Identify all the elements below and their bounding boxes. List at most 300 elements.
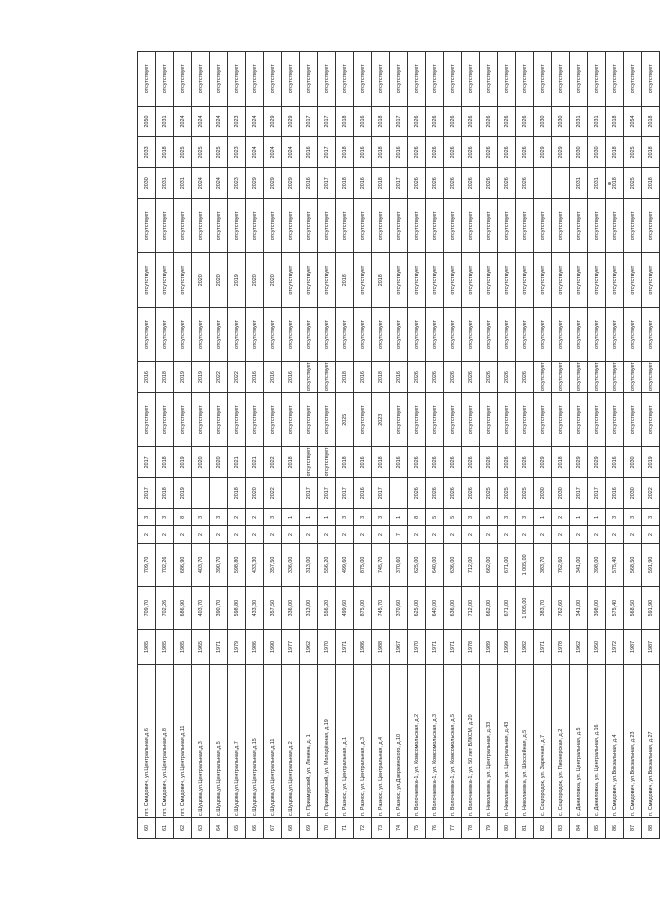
cell-repair-gas: отсутствует (444, 307, 462, 361)
cell-repair-foundation: отсутствует (228, 393, 246, 447)
cell-repair-electric: 2019 (228, 253, 246, 307)
cell-repair-other: отсутствует (264, 52, 282, 107)
cell-repair-sewage-year: 2026 (498, 137, 516, 168)
cell-row-number: 69 (300, 818, 318, 839)
cell-repair-other: отсутствует (426, 52, 444, 107)
cell-repair-hot-water-year: 2030 (534, 106, 552, 137)
cell-area-living: 1 005,00 (516, 543, 534, 586)
table-row (390, 52, 408, 839)
cell-repair-hot-water-year: 2018 (336, 106, 354, 137)
cell-build-year: 1977 (282, 630, 300, 665)
cell-floors: 2 (498, 526, 516, 543)
cell-row-number: 67 (264, 818, 282, 839)
cell-area-living: 686,90 (174, 543, 192, 586)
cell-repair-water-year: 2026 (426, 168, 444, 199)
cell-repair-hot-water-year: 2018 (606, 106, 624, 137)
cell-area-living: 499,60 (336, 543, 354, 586)
cell-repair-roof-year: 2026 (444, 478, 462, 509)
cell-repair-gas: отсутствует (228, 307, 246, 361)
cell-address: п. Приамурский, ул. Молодёжная, д.19 (318, 664, 336, 817)
cell-area-total: 568,50 (624, 587, 642, 630)
cell-build-year: 1978 (552, 630, 570, 665)
cell-row-number: 62 (174, 818, 192, 839)
cell-repair-facade-year: 2018 (372, 447, 390, 478)
cell-repair-electric: 2020 (210, 253, 228, 307)
cell-repair-water-year: 2026 (408, 168, 426, 199)
table-row (624, 52, 642, 839)
cell-floors: 2 (300, 526, 318, 543)
cell-area-total: 875,00 (354, 587, 372, 630)
cell-repair-electric: отсутствует (642, 253, 660, 307)
cell-repair-water-year: 2025 (624, 168, 642, 199)
cell-repair-sewage-year: 2024 (282, 137, 300, 168)
cell-repair-water-year: 2031 (174, 168, 192, 199)
cell-area-living: 712,00 (462, 543, 480, 586)
cell-repair-lift: отсутствует (354, 199, 372, 253)
cell-row-number: 78 (462, 818, 480, 839)
cell-row-number: 83 (552, 818, 570, 839)
cell-row-number: 65 (228, 818, 246, 839)
cell-repair-other: отсутствует (588, 52, 606, 107)
cell-address: п. Смидович, ул.Вокзальная, д.4 (606, 664, 624, 817)
cell-entrances: 3 (210, 509, 228, 526)
cell-area-total: 598,80 (228, 587, 246, 630)
cell-area-total: 671,00 (498, 587, 516, 630)
cell-repair-foundation: отсутствует (408, 393, 426, 447)
cell-floors: 2 (516, 526, 534, 543)
cell-area-living: 313,00 (300, 543, 318, 586)
cell-repair-other: отсутствует (642, 52, 660, 107)
cell-repair-water-year: 2017 (390, 168, 408, 199)
cell-repair-water-year: 2018 (336, 168, 354, 199)
cell-repair-roof-year: 2017 (588, 478, 606, 509)
cell-repair-roof-year: 2030 (534, 478, 552, 509)
table-row (138, 52, 156, 839)
cell-entrances: 3 (354, 509, 372, 526)
cell-repair-gas: отсутствует (174, 307, 192, 361)
cell-repair-electric: отсутствует (282, 253, 300, 307)
cell-repair-electric: отсутствует (570, 253, 588, 307)
cell-repair-roof-year: 2026 (408, 478, 426, 509)
cell-repair-foundation: отсутствует (156, 393, 174, 447)
cell-area-living: 403,70 (192, 543, 210, 586)
cell-floors: 2 (336, 526, 354, 543)
cell-repair-water-year: 2026 (516, 168, 534, 199)
cell-repair-lift: отсутствует (300, 199, 318, 253)
cell-repair-roof-year: 2026 (426, 478, 444, 509)
cell-repair-lift: отсутствует (426, 199, 444, 253)
cell-repair-facade-year: 2016 (606, 447, 624, 478)
cell-area-living: 662,00 (480, 543, 498, 586)
cell-build-year: 1986 (246, 630, 264, 665)
cell-repair-facade-year: 2018 (336, 447, 354, 478)
cell-repair-other: отсутствует (624, 52, 642, 107)
cell-entrances: 2 (228, 509, 246, 526)
cell-row-number: 63 (192, 818, 210, 839)
cell-address: с.Шуцова,ул.Центральная,д.2 (282, 664, 300, 817)
cell-repair-sewage-year: 2026 (516, 137, 534, 168)
cell-repair-electric: отсутствует (498, 253, 516, 307)
cell-address: с. Даниловка, ул. Центральная, д.5 (570, 664, 588, 817)
cell-area-living: 398,00 (588, 543, 606, 586)
cell-repair-sewage-year: 2017 (318, 137, 336, 168)
cell-repair-gas: отсутствует (480, 307, 498, 361)
cell-repair-electric: отсутствует (174, 253, 192, 307)
cell-repair-other: отсутствует (606, 52, 624, 107)
table-row (516, 52, 534, 839)
cell-repair-electric: отсутствует (516, 253, 534, 307)
cell-repair-other: отсутствует (354, 52, 372, 107)
cell-repair-facade-year: 2020 (210, 447, 228, 478)
cell-build-year: 1989 (480, 630, 498, 665)
cell-repair-lift: отсутствует (318, 199, 336, 253)
cell-repair-water-year: 2026 (462, 168, 480, 199)
cell-repair-foundation: отсутствует (282, 393, 300, 447)
cell-row-number: 82 (534, 818, 552, 839)
cell-floors: 2 (156, 526, 174, 543)
cell-repair-roof-year: 2017 (138, 478, 156, 509)
cell-repair-gas: отсутствует (552, 307, 570, 361)
cell-repair-sewage-year: 2033 (138, 137, 156, 168)
cell-row-number: 87 (624, 818, 642, 839)
cell-repair-heating-year: отсутствует (588, 362, 606, 393)
cell-repair-water-year: 2017 (318, 168, 336, 199)
cell-repair-heating-year: 2016 (138, 362, 156, 393)
cell-repair-sewage-year: 2016 (354, 137, 372, 168)
cell-repair-roof-year: 2018 (228, 478, 246, 509)
cell-area-total: 556,20 (318, 587, 336, 630)
cell-area-living: 357,50 (264, 543, 282, 586)
cell-repair-water-year (552, 168, 570, 199)
cell-repair-lift: отсутствует (480, 199, 498, 253)
cell-area-living: 702,26 (156, 543, 174, 586)
cell-repair-water-year: 2026 (444, 168, 462, 199)
cell-repair-gas: отсутствует (534, 307, 552, 361)
scan-speck (608, 182, 611, 185)
cell-entrances: 3 (156, 509, 174, 526)
cell-repair-facade-year: 2016 (354, 447, 372, 478)
cell-repair-sewage-year: 2026 (480, 137, 498, 168)
cell-build-year: 1970 (318, 630, 336, 665)
cell-build-year: 1982 (516, 630, 534, 665)
cell-repair-hot-water-year: 2024 (192, 106, 210, 137)
cell-row-number: 88 (642, 818, 660, 839)
cell-area-total: 403,70 (192, 587, 210, 630)
cell-area-living: 556,20 (318, 543, 336, 586)
cell-repair-facade-year: 2029 (588, 447, 606, 478)
cell-repair-hot-water-year: 2018 (642, 106, 660, 137)
cell-area-living: 709,70 (138, 543, 156, 586)
cell-entrances: 3 (498, 509, 516, 526)
cell-repair-sewage-year: 2016 (300, 137, 318, 168)
cell-row-number: 61 (156, 818, 174, 839)
cell-repair-other: отсутствует (156, 52, 174, 107)
cell-repair-heating-year: 2016 (264, 362, 282, 393)
cell-repair-electric: 2018 (336, 253, 354, 307)
cell-row-number: 80 (498, 818, 516, 839)
cell-build-year: 1971 (336, 630, 354, 665)
cell-repair-electric: отсутствует (624, 253, 642, 307)
cell-repair-facade-year: 2026 (408, 447, 426, 478)
table-row (156, 52, 174, 839)
cell-repair-electric: 2020 (264, 253, 282, 307)
cell-area-total: 636,00 (444, 587, 462, 630)
cell-repair-roof-year: 2030 (624, 478, 642, 509)
cell-repair-gas: отсутствует (138, 307, 156, 361)
cell-area-total: 313,00 (300, 587, 318, 630)
cell-repair-roof-year: 2022 (264, 478, 282, 509)
cell-floors: 2 (588, 526, 606, 543)
cell-build-year: 1986 (354, 630, 372, 665)
cell-address: с.Шуцова,ул.Центральная,д.5 (210, 664, 228, 817)
cell-repair-lift: отсутствует (570, 199, 588, 253)
cell-repair-foundation: отсутствует (300, 393, 318, 447)
cell-area-living: 636,00 (444, 543, 462, 586)
cell-repair-hot-water-year: 2031 (570, 106, 588, 137)
cell-repair-electric: отсутствует (390, 253, 408, 307)
cell-repair-heating-year: 2018 (336, 362, 354, 393)
cell-repair-roof-year (282, 478, 300, 509)
cell-repair-water-year: 2031 (570, 168, 588, 199)
cell-repair-facade-year: 2018 (552, 447, 570, 478)
cell-area-total: 591,90 (642, 587, 660, 630)
cell-repair-roof-year: 2016 (606, 478, 624, 509)
cell-entrances: 3 (606, 509, 624, 526)
cell-repair-water-year: 2030 (138, 168, 156, 199)
table-row (192, 52, 210, 839)
cell-repair-gas: отсутствует (606, 307, 624, 361)
cell-area-total: 625,00 (408, 587, 426, 630)
cell-repair-heating-year: 2026 (516, 362, 534, 393)
cell-area-total: 745,70 (372, 587, 390, 630)
cell-address: с.Шуцова,ул.Центральная,д.3 (192, 664, 210, 817)
cell-floors: 2 (606, 526, 624, 543)
cell-repair-sewage-year: 2024 (264, 137, 282, 168)
cell-repair-heating-year: 2026 (498, 362, 516, 393)
cell-repair-lift: отсутствует (390, 199, 408, 253)
cell-repair-facade-year: 2026 (480, 447, 498, 478)
cell-repair-foundation: отсутствует (534, 393, 552, 447)
cell-repair-electric: отсутствует (606, 253, 624, 307)
cell-repair-lift: отсутствует (534, 199, 552, 253)
cell-repair-gas: отсутствует (246, 307, 264, 361)
cell-repair-lift: отсутствует (282, 199, 300, 253)
cell-address: с.Шуцова,ул.Центральная,д.15 (246, 664, 264, 817)
cell-build-year: 1990 (264, 630, 282, 665)
cell-repair-sewage-year: 2025 (174, 137, 192, 168)
cell-address: п. Николаевка, ул. Центральная, д.33 (480, 664, 498, 817)
cell-entrances: 5 (480, 509, 498, 526)
cell-floors: 2 (210, 526, 228, 543)
cell-repair-electric: отсутствует (408, 253, 426, 307)
cell-repair-sewage-year: 2018 (642, 137, 660, 168)
cell-repair-foundation: отсутствует (138, 393, 156, 447)
cell-repair-foundation: отсутствует (552, 393, 570, 447)
cell-repair-electric: отсутствует (354, 253, 372, 307)
cell-build-year: 1988 (372, 630, 390, 665)
cell-repair-heating-year: 2022 (210, 362, 228, 393)
cell-repair-lift: отсутствует (624, 199, 642, 253)
cell-repair-roof-year: 2019 (174, 478, 192, 509)
cell-repair-water-year: 2018 (606, 168, 624, 199)
cell-repair-sewage-year: 2029 (552, 137, 570, 168)
cell-repair-sewage-year: 2025 (210, 137, 228, 168)
cell-entrances: 2 (246, 509, 264, 526)
cell-repair-lift: отсутствует (588, 199, 606, 253)
table-row (300, 52, 318, 839)
cell-repair-hot-water-year: 2050 (138, 106, 156, 137)
cell-repair-foundation: отсутствует (462, 393, 480, 447)
cell-repair-foundation: отсутствует (354, 393, 372, 447)
cell-repair-water-year: 2016 (354, 168, 372, 199)
cell-repair-lift: отсутствует (192, 199, 210, 253)
cell-repair-foundation: 2025 (336, 393, 354, 447)
cell-repair-roof-year: 2017 (300, 478, 318, 509)
cell-repair-lift: отсутствует (156, 199, 174, 253)
table-row (264, 52, 282, 839)
cell-repair-electric: отсутствует (444, 253, 462, 307)
cell-address: п. Волочаевка-1, ул. Комсомольская, д.2 (408, 664, 426, 817)
cell-build-year: 1999 (498, 630, 516, 665)
cell-repair-sewage-year: 2024 (246, 137, 264, 168)
cell-repair-other: отсутствует (228, 52, 246, 107)
cell-entrances: 3 (462, 509, 480, 526)
cell-area-total: 712,00 (462, 587, 480, 630)
cell-address: п. Смидович, ул.Вокзальная, д.23 (624, 664, 642, 817)
cell-floors: 2 (228, 526, 246, 543)
cell-repair-roof-year: 2016 (354, 478, 372, 509)
cell-repair-other: отсутствует (390, 52, 408, 107)
cell-entrances: 5 (444, 509, 462, 526)
cell-area-living: 640,00 (426, 543, 444, 586)
cell-repair-lift: отсутствует (174, 199, 192, 253)
cell-repair-hot-water-year: 2054 (624, 106, 642, 137)
cell-entrances: 3 (624, 509, 642, 526)
cell-repair-gas: отсутствует (498, 307, 516, 361)
cell-repair-hot-water-year: 2017 (318, 106, 336, 137)
cell-entrances: 1 (318, 509, 336, 526)
cell-repair-lift: отсутствует (498, 199, 516, 253)
cell-repair-lift: отсутствует (210, 199, 228, 253)
cell-floors: 2 (138, 526, 156, 543)
cell-repair-heating-year: отсутствует (318, 362, 336, 393)
cell-repair-facade-year: 2026 (498, 447, 516, 478)
cell-area-living: 745,70 (372, 543, 390, 586)
cell-repair-water-year: 2024 (192, 168, 210, 199)
cell-entrances: 5 (426, 509, 444, 526)
cell-repair-water-year: 2026 (498, 168, 516, 199)
cell-repair-water-year: 2029 (246, 168, 264, 199)
cell-repair-hot-water-year: 2023 (228, 106, 246, 137)
cell-floors: 2 (282, 526, 300, 543)
cell-repair-sewage-year: 2030 (588, 137, 606, 168)
cell-repair-heating-year: 2018 (372, 362, 390, 393)
cell-address: п. Волочаевка-1, ул. 50 лет ВЛКСМ, д.20 (462, 664, 480, 817)
cell-entrances: 1 (282, 509, 300, 526)
cell-repair-gas: отсутствует (570, 307, 588, 361)
cell-repair-electric: отсутствует (426, 253, 444, 307)
cell-repair-heating-year: 2019 (174, 362, 192, 393)
cell-repair-lift: отсутствует (606, 199, 624, 253)
cell-repair-hot-water-year: 2026 (516, 106, 534, 137)
cell-repair-sewage-year: 2018 (606, 137, 624, 168)
cell-build-year: 1970 (408, 630, 426, 665)
cell-repair-roof-year: 2020 (246, 478, 264, 509)
cell-repair-other: отсутствует (570, 52, 588, 107)
cell-row-number: 64 (210, 818, 228, 839)
table-row (642, 52, 660, 839)
cell-area-total: 702,26 (156, 587, 174, 630)
cell-area-living: 575,40 (606, 543, 624, 586)
cell-repair-facade-year: 2030 (624, 447, 642, 478)
cell-area-living: 875,00 (354, 543, 372, 586)
cell-area-living: 341,00 (570, 543, 588, 586)
cell-repair-water-year: 2018 (372, 168, 390, 199)
cell-floors: 2 (246, 526, 264, 543)
cell-repair-water-year: 2031 (156, 168, 174, 199)
cell-row-number: 75 (408, 818, 426, 839)
cell-build-year: 1972 (606, 630, 624, 665)
cell-repair-sewage-year: 2018 (372, 137, 390, 168)
cell-repair-hot-water-year: 2029 (264, 106, 282, 137)
cell-area-total: 662,00 (480, 587, 498, 630)
cell-repair-roof-year: 2025 (498, 478, 516, 509)
cell-build-year: 1985 (138, 630, 156, 665)
cell-address: с.Шуцова,ул.Центральная,д.7 (228, 664, 246, 817)
cell-area-living: 433,30 (246, 543, 264, 586)
cell-area-total: 499,60 (336, 587, 354, 630)
cell-repair-heating-year: отсутствует (534, 362, 552, 393)
cell-repair-lift: отсутствует (462, 199, 480, 253)
cell-repair-hot-water-year: 2017 (390, 106, 408, 137)
cell-repair-gas: отсутствует (282, 307, 300, 361)
cell-build-year: 1985 (156, 630, 174, 665)
cell-floors: 2 (444, 526, 462, 543)
cell-repair-roof-year: 2022 (642, 478, 660, 509)
cell-repair-other: отсутствует (372, 52, 390, 107)
cell-entrances: 2 (552, 509, 570, 526)
cell-repair-other: отсутствует (300, 52, 318, 107)
cell-build-year: 1979 (228, 630, 246, 665)
table-body (138, 52, 660, 839)
cell-repair-gas: отсутствует (318, 307, 336, 361)
cell-repair-foundation: отсутствует (210, 393, 228, 447)
cell-area-living: 671,00 (498, 543, 516, 586)
cell-repair-facade-year: 2021 (228, 447, 246, 478)
cell-repair-hot-water-year: 2024 (174, 106, 192, 137)
cell-repair-gas: отсутствует (264, 307, 282, 361)
table-row (282, 52, 300, 839)
cell-repair-sewage-year: 2026 (408, 137, 426, 168)
cell-repair-lift: отсутствует (372, 199, 390, 253)
cell-repair-hot-water-year: 2024 (246, 106, 264, 137)
cell-entrances: 8 (408, 509, 426, 526)
cell-repair-roof-year: 2026 (462, 478, 480, 509)
cell-entrances: 3 (138, 509, 156, 526)
cell-build-year: 1985 (174, 630, 192, 665)
cell-build-year: 1971 (534, 630, 552, 665)
cell-repair-foundation: отсутствует (264, 393, 282, 447)
cell-repair-foundation: отсутствует (570, 393, 588, 447)
cell-address: п. Смидович, ул.Вокзальная, д.27 (642, 664, 660, 817)
cell-area-living: 598,80 (228, 543, 246, 586)
cell-repair-foundation: отсутствует (444, 393, 462, 447)
cell-repair-sewage-year: 2026 (444, 137, 462, 168)
cell-area-total: 370,60 (390, 587, 408, 630)
cell-area-living: 625,00 (408, 543, 426, 586)
table-row (588, 52, 606, 839)
table-row (210, 52, 228, 839)
